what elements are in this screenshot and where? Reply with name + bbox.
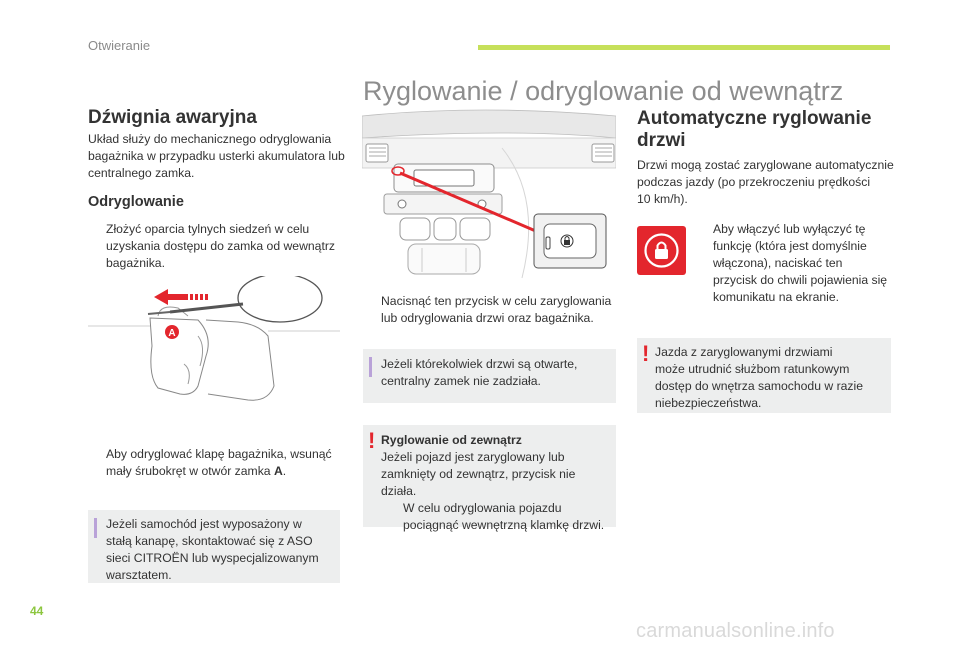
right-title-line: drzwi (637, 130, 686, 151)
warning-note-line: dostęp do wnętrza samochodu w razie (655, 379, 863, 393)
header-accent-bar (478, 45, 890, 50)
left-bullet-1-line: uzyskania dostępu do zamka od wewnątrz (106, 239, 335, 253)
info-note-middle (363, 349, 616, 403)
info-note-line: sieci CITROËN lub wyspecjalizowanym (106, 551, 319, 565)
info-note-line: Jeżeli samochód jest wyposażony w (106, 517, 302, 531)
left-bullet-2-bold: A (273, 464, 283, 478)
dashboard-illustration (362, 108, 616, 280)
middle-bullet-line: Nacisnąć ten przycisk w celu zaryglowania (381, 294, 612, 308)
info-note-line: warsztatem. (106, 568, 172, 582)
warning-note-line: niebezpieczeństwa. (655, 396, 762, 410)
info-note-line: Jeżeli którekolwiek drzwi są otwarte, (381, 357, 578, 371)
warning-icon: ! (642, 341, 650, 366)
left-subtitle: Odryglowanie (88, 194, 184, 210)
right-bullet-line: Aby włączyć lub wyłączyć tę (713, 222, 866, 236)
emergency-lever-illustration (88, 276, 343, 411)
middle-bullet-line: lub odryglowania drzwi oraz bagażnika. (381, 311, 594, 325)
left-bullet-1-line: bagażnika. (106, 256, 165, 270)
warning-note-line: może utrudnić służbom ratunkowym (655, 362, 850, 376)
left-bullet-2 (88, 446, 348, 482)
right-intro-line: podczas jazdy (po przekroczeniu prędkości (637, 175, 871, 189)
warning-note-bullet-line: W celu odryglowania pojazdu (403, 501, 562, 515)
page-number: 44 (30, 604, 44, 618)
right-title-line: Automatyczne ryglowanie (637, 108, 872, 129)
central-lock-button-icon (637, 226, 686, 275)
right-bullet-line: przycisk do chwili pojawienia się (713, 273, 888, 287)
right-bullet (695, 221, 895, 311)
right-intro-line: 10 km/h). (637, 192, 688, 206)
warning-note-bullet-line: pociągnąć wewnętrzną klamkę drzwi. (403, 518, 605, 532)
section-header: Otwieranie (88, 38, 151, 53)
left-intro-line: centralnego zamka. (88, 166, 195, 180)
info-bar-icon (369, 357, 372, 377)
warning-icon: ! (368, 428, 376, 453)
right-section-title (637, 108, 897, 152)
left-intro-paragraph (88, 131, 348, 182)
left-bullet-2-line (106, 463, 332, 480)
warning-note-line: zamknięty od zewnątrz, przycisk nie działa. (381, 467, 576, 498)
warning-note-line: Jazda z zaryglowanymi drzwiami (655, 345, 833, 359)
info-note-line: stałą kanapę, skontaktować się z ASO (106, 534, 313, 548)
right-intro-line: Drzwi mogą zostać zaryglowane automatycznie (637, 158, 894, 172)
figure-label-a: A (168, 328, 176, 339)
left-bullet-2-text: mały śrubokręt w otwór zamka (106, 464, 274, 478)
page-title: Ryglowanie / odryglowanie od wewnątrz (363, 76, 844, 106)
info-note-line: centralny zamek nie zadziała. (381, 374, 541, 388)
left-bullet-1-line: Złożyć oparcia tylnych siedzeń w celu (106, 222, 310, 236)
left-bullet-2-end: . (282, 464, 287, 478)
warning-note-right (637, 338, 891, 413)
watermark: carmanualsonline.info (636, 620, 835, 642)
info-bar-icon (94, 518, 97, 538)
left-intro-line: Układ służy do mechanicznego odryglowania (88, 132, 332, 146)
info-note-left (88, 510, 340, 583)
right-intro-paragraph (637, 157, 897, 208)
middle-bullet (363, 293, 618, 329)
right-bullet-line: komunikatu na ekranie. (713, 290, 840, 304)
left-bullet-1 (88, 221, 348, 273)
left-bullet-2-line: Aby odryglować klapę bagażnika, wsunąć (106, 447, 332, 461)
warning-note-middle (363, 425, 616, 532)
left-intro-line: bagażnika w przypadku usterki akumulatora lub (88, 149, 345, 163)
warning-note-bullet (381, 500, 613, 534)
warning-note-line: Jeżeli pojazd jest zaryglowany lub (381, 450, 565, 464)
warning-note-title: Ryglowanie od zewnątrz (381, 433, 522, 447)
left-section-title: Dźwignia awaryjna (88, 107, 257, 128)
right-bullet-line: funkcję (która jest domyślnie (713, 239, 867, 253)
right-bullet-line: włączona), naciskać ten (713, 256, 843, 270)
